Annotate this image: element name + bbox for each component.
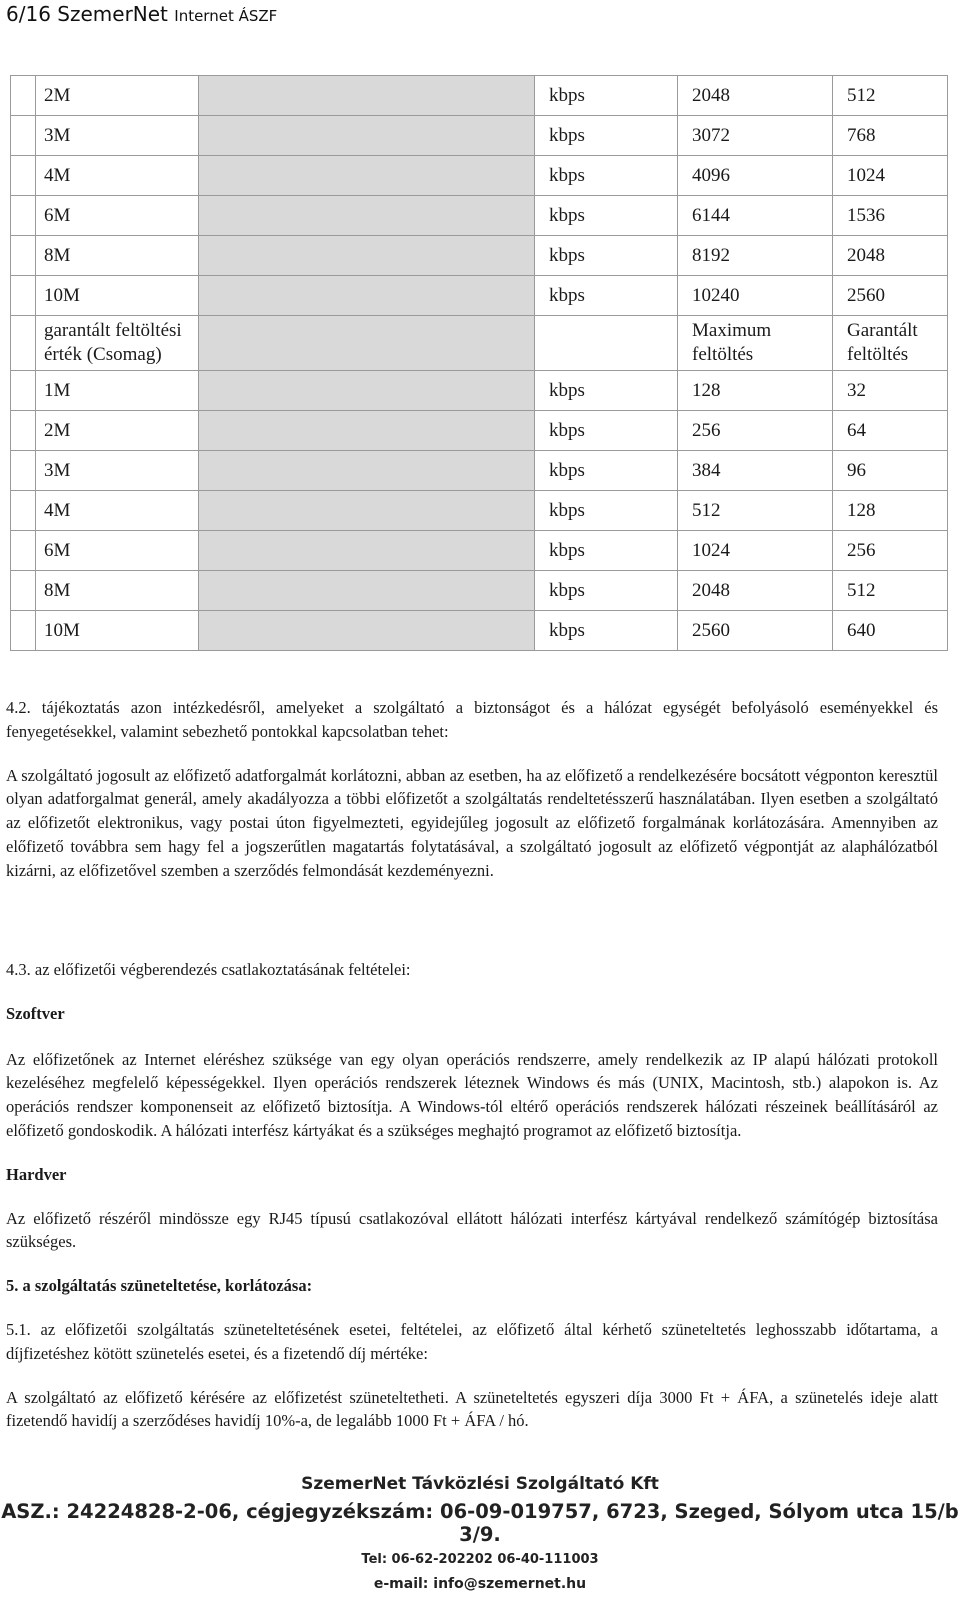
unit-cell: kbps bbox=[535, 451, 678, 491]
max-speed-cell: 8192 bbox=[678, 236, 833, 276]
table-cell bbox=[11, 611, 36, 651]
table-cell-shaded bbox=[199, 276, 535, 316]
document-subtitle: Internet ÁSZF bbox=[174, 7, 278, 25]
table-cell bbox=[11, 316, 36, 371]
unit-cell: kbps bbox=[535, 236, 678, 276]
table-cell bbox=[11, 196, 36, 236]
table-row bbox=[11, 76, 948, 116]
guaranteed-speed-cell: 1536 bbox=[833, 196, 948, 236]
max-speed-cell: 1024 bbox=[678, 531, 833, 571]
unit-cell: kbps bbox=[535, 196, 678, 236]
table-row bbox=[11, 491, 948, 531]
max-speed-cell: 2048 bbox=[678, 76, 833, 116]
package-cell: 4M bbox=[36, 491, 199, 531]
unit-cell: kbps bbox=[535, 371, 678, 411]
guaranteed-speed-cell: 96 bbox=[833, 451, 948, 491]
package-cell: 3M bbox=[36, 116, 199, 156]
section-4-2 bbox=[6, 696, 938, 883]
guaranteed-speed-cell: 32 bbox=[833, 371, 948, 411]
package-cell: 6M bbox=[36, 196, 199, 236]
max-speed-cell: 3072 bbox=[678, 116, 833, 156]
table-cell-shaded bbox=[199, 156, 535, 196]
table-cell bbox=[11, 76, 36, 116]
unit-cell: kbps bbox=[535, 276, 678, 316]
paragraph-4-2-title: 4.2. tájékoztatás azon intézkedésről, amelyeket a szolgáltató a biztonságot és a hálózat egységét befolyásoló eseményekkel és fenyegetésekkel, valamint sebezhető pontokkal kapcsolatban tehet: bbox=[6, 698, 938, 741]
table-cell bbox=[11, 236, 36, 276]
unit-cell: kbps bbox=[535, 571, 678, 611]
guaranteed-speed-cell: 64 bbox=[833, 411, 948, 451]
unit-cell: kbps bbox=[535, 76, 678, 116]
guaranteed-speed-cell: 2048 bbox=[833, 236, 948, 276]
table-cell-shaded bbox=[199, 371, 535, 411]
guaranteed-speed-cell: 512 bbox=[833, 76, 948, 116]
package-cell: 8M bbox=[36, 236, 199, 276]
paragraph-4-2-body: A szolgáltató jogosult az előfizető adatforgalmát korlátozni, abban az esetben, ha az előfizető a rendelkezésére bocsátott végponton keresztül olyan adatforgalmat generál, amely akadályozza a többi előfizetőt a szolgáltatás rendeltetésszerű használatában. Ilyen esetben a szolgáltató az előfizetőt elektronikus, vagy postai úton figyelmezteti, egyidejűleg jogosult az előfizető forgalmának korlátozására. Amennyiben az előfizető továbbra sem hagy fel a jogszerűtlen magatartás folytatásával, a szolgáltató jogosult az előfizető végpontját az alaphálózatból kizárni, az előfizetővel szemben a szerződés felmondását kezdeményezni. bbox=[6, 765, 938, 880]
brand-name: SzemerNet bbox=[57, 2, 168, 26]
table-header-row bbox=[11, 316, 948, 371]
table-cell bbox=[11, 491, 36, 531]
guaranteed-speed-cell: 1024 bbox=[833, 156, 948, 196]
package-cell: 6M bbox=[36, 531, 199, 571]
table-cell-shaded bbox=[199, 611, 535, 651]
unit-cell: kbps bbox=[535, 611, 678, 651]
max-speed-cell: 6144 bbox=[678, 196, 833, 236]
package-cell: 2M bbox=[36, 411, 199, 451]
table-cell bbox=[11, 371, 36, 411]
table-cell-shaded bbox=[199, 76, 535, 116]
max-speed-cell: 512 bbox=[678, 491, 833, 531]
table-row bbox=[11, 571, 948, 611]
table-cell bbox=[535, 316, 678, 371]
heading-section-5: 5. a szolgáltatás szüneteltetése, korlátozása: bbox=[6, 1276, 313, 1296]
table-cell-shaded bbox=[199, 571, 535, 611]
guaranteed-speed-cell: 768 bbox=[833, 116, 948, 156]
unit-cell: kbps bbox=[535, 531, 678, 571]
guaranteed-speed-cell: 128 bbox=[833, 491, 948, 531]
unit-cell: kbps bbox=[535, 156, 678, 196]
table-row bbox=[11, 196, 948, 236]
max-speed-cell: 4096 bbox=[678, 156, 833, 196]
package-cell: 8M bbox=[36, 571, 199, 611]
footer-email: e-mail: info@szemernet.hu bbox=[373, 1576, 587, 1592]
table-row bbox=[11, 531, 948, 571]
table-cell bbox=[11, 531, 36, 571]
max-speed-cell: 384 bbox=[678, 451, 833, 491]
table-cell-shaded bbox=[199, 196, 535, 236]
table-row bbox=[11, 156, 948, 196]
guaranteed-speed-cell: 256 bbox=[833, 531, 948, 571]
footer-company: SzemerNet Távközlési Szolgáltató Kft bbox=[301, 1474, 659, 1494]
table-row bbox=[11, 371, 948, 411]
max-speed-cell: 256 bbox=[678, 411, 833, 451]
paragraph-5-1: 5.1. az előfizetői szolgáltatás szüneteltetésének esetei, feltételei, az előfizető által kérhető szüneteltetés leghosszabb időtartama, a díjfizetéshez kötött szünetelés esetei, és a fizetendő díj mértéke: bbox=[6, 1319, 938, 1363]
guaranteed-speed-cell: 2560 bbox=[833, 276, 948, 316]
table-row bbox=[11, 276, 948, 316]
paragraph-5-1-body: A szolgáltató az előfizető kérésére az előfizetést szüneteltetheti. A szüneteltetés egyszeri díja 3000 Ft + ÁFA, a szünetelés ideje alatt fizetendő havidíj a szerződéses havidíj 10%-a, de legalább 1000 Ft + ÁFA / hó. bbox=[6, 1387, 938, 1431]
package-cell: 1M bbox=[36, 371, 199, 411]
max-speed-cell: 128 bbox=[678, 371, 833, 411]
table-cell bbox=[11, 451, 36, 491]
page-number: 6/16 bbox=[6, 2, 51, 26]
header-package: garantált feltöltési érték (Csomag) bbox=[36, 316, 199, 371]
package-cell: 10M bbox=[36, 611, 199, 651]
guaranteed-speed-cell: 512 bbox=[833, 571, 948, 611]
table-cell bbox=[11, 156, 36, 196]
table-row bbox=[11, 451, 948, 491]
table-cell bbox=[11, 411, 36, 451]
package-cell: 10M bbox=[36, 276, 199, 316]
table-cell-shaded bbox=[199, 411, 535, 451]
section-4-3 bbox=[6, 958, 938, 1433]
table-cell-shaded bbox=[199, 491, 535, 531]
table-row bbox=[11, 411, 948, 451]
paragraph-4-3-title: 4.3. az előfizetői végberendezés csatlakoztatásának feltételei: bbox=[6, 960, 411, 979]
unit-cell: kbps bbox=[535, 491, 678, 531]
paragraph-software: Az előfizetőnek az Internet eléréshez szüksége van egy olyan operációs rendszerre, amely rendelkezik az IP alapú hálózati protokoll kezeléséhez megfelelő képességekkel. Ilyen operációs rendszerek léteznek Windows és más (UNIX, Macintosh, stb.) alapokon is. Az operációs rendszer komponenseit az előfizető biztosítja. A Windows-tól eltérő operációs rendszerek hálózati részeinek beállításáról az előfizető gondoskodik. A hálózati interfész kártyákat és a szükséges meghajtó programot az előfizető biztosítja. bbox=[6, 1049, 938, 1140]
max-speed-cell: 2048 bbox=[678, 571, 833, 611]
table-row bbox=[11, 236, 948, 276]
package-cell: 4M bbox=[36, 156, 199, 196]
max-speed-cell: 10240 bbox=[678, 276, 833, 316]
header-guaranteed-upload: Garantált feltöltés bbox=[833, 316, 948, 371]
table-cell-shaded bbox=[199, 316, 535, 371]
table-cell-shaded bbox=[199, 116, 535, 156]
table-cell bbox=[11, 276, 36, 316]
footer-registration: ASZ.: 24224828-2-06, cégjegyzékszám: 06-09-019757, 6723, Szeged, Sólyom utca 15/b 3/9. bbox=[1, 1500, 959, 1546]
package-cell: 3M bbox=[36, 451, 199, 491]
table-cell-shaded bbox=[199, 236, 535, 276]
footer-phone: Tel: 06-62-202202 06-40-111003 bbox=[361, 1552, 599, 1567]
heading-hardware: Hardver bbox=[6, 1164, 67, 1184]
package-cell: 2M bbox=[36, 76, 199, 116]
table-cell-shaded bbox=[199, 451, 535, 491]
heading-software: Szoftver bbox=[6, 1003, 65, 1023]
page-header bbox=[6, 2, 277, 26]
unit-cell: kbps bbox=[535, 411, 678, 451]
paragraph-hardware: Az előfizető részéről mindössze egy RJ45 típusú csatlakozóval ellátott hálózati interfész kártyával rendelkező számítógép biztosítása szükséges. bbox=[6, 1208, 938, 1252]
unit-cell: kbps bbox=[535, 116, 678, 156]
table-row bbox=[11, 116, 948, 156]
table-row bbox=[11, 611, 948, 651]
speed-table bbox=[10, 75, 948, 651]
max-speed-cell: 2560 bbox=[678, 611, 833, 651]
table-cell bbox=[11, 571, 36, 611]
header-max-upload: Maximum feltöltés bbox=[678, 316, 833, 371]
table-cell bbox=[11, 116, 36, 156]
table-cell-shaded bbox=[199, 531, 535, 571]
guaranteed-speed-cell: 640 bbox=[833, 611, 948, 651]
